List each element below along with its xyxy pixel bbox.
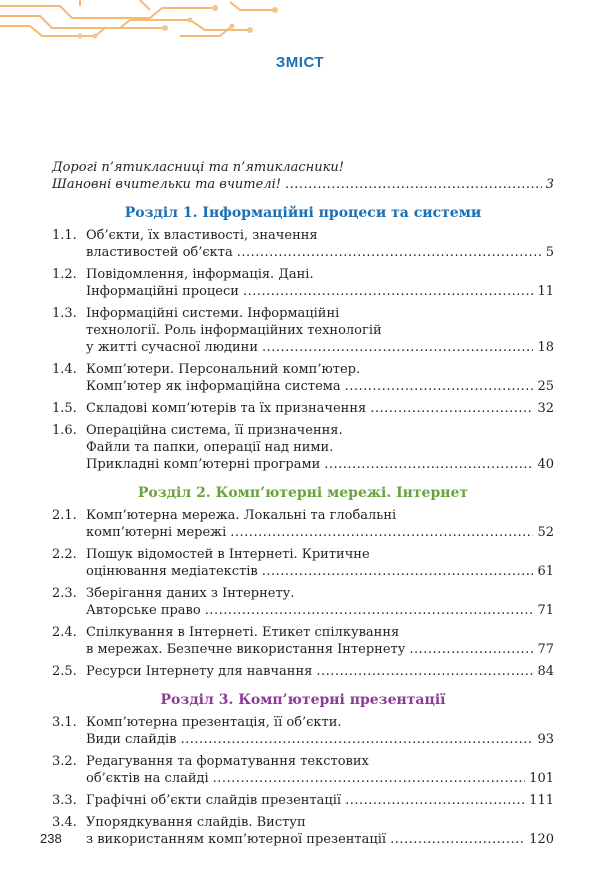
entry-number: 3.3. bbox=[52, 793, 77, 808]
toc-entry-3-3[interactable] bbox=[52, 792, 554, 809]
entry-page: 84 bbox=[537, 664, 554, 679]
leader-dots bbox=[180, 731, 533, 748]
page-number: 238 bbox=[40, 831, 62, 846]
entry-page: 71 bbox=[537, 603, 554, 618]
entry-line: Файли та папки, операції над ними. bbox=[86, 440, 334, 455]
entry-last-line: Комп’ютер як інформаційна система bbox=[86, 379, 341, 394]
section-2-heading[interactable]: Розділ 2. Комп’ютерні мережі. Інтернет bbox=[137, 485, 469, 501]
intro-page: 3 bbox=[545, 177, 554, 192]
entry-number: 2.5. bbox=[52, 664, 77, 679]
entry-line: Об’єкти, їх властивості, значення bbox=[86, 228, 318, 243]
entry-number: 2.2. bbox=[52, 547, 77, 562]
entry-last-line: в мережах. Безпечне використання Інтернету bbox=[86, 642, 406, 657]
leader-dots bbox=[370, 400, 533, 417]
entry-last-line: Складові комп’ютерів та їх призначення bbox=[86, 401, 367, 416]
entry-page: 11 bbox=[537, 284, 554, 299]
toc-entry-2-1[interactable] bbox=[52, 507, 554, 541]
entry-last-line: комп’ютерні мережі bbox=[86, 525, 227, 540]
entry-page: 25 bbox=[537, 379, 554, 394]
entry-number: 3.1. bbox=[52, 715, 77, 730]
leader-dots bbox=[213, 770, 526, 787]
entry-number: 1.3. bbox=[52, 306, 77, 321]
leader-dots bbox=[345, 792, 525, 809]
entry-last-line: оцінювання медіатекстів bbox=[86, 564, 258, 579]
entry-number: 1.6. bbox=[52, 423, 77, 438]
intro-line-1: Дорогі п’ятикласниці та п’ятикласники! bbox=[52, 160, 344, 175]
toc-entry-1-1[interactable] bbox=[52, 227, 554, 261]
toc-entry-3-4[interactable] bbox=[52, 814, 554, 848]
intro-entry[interactable] bbox=[52, 159, 554, 193]
entry-page: 5 bbox=[545, 245, 554, 260]
entry-last-line: Ресурси Інтернету для навчання bbox=[86, 664, 313, 679]
toc-entry-1-4[interactable] bbox=[52, 361, 554, 395]
entry-line: Редагування та форматування текстових bbox=[86, 754, 369, 769]
leader-dots bbox=[316, 663, 533, 680]
entry-number: 2.4. bbox=[52, 625, 77, 640]
entry-page: 101 bbox=[529, 771, 554, 786]
entry-page: 61 bbox=[537, 564, 554, 579]
entry-last-line: Інформаційні процеси bbox=[86, 284, 239, 299]
entry-last-line: об’єктів на слайді bbox=[86, 771, 209, 786]
toc-entry-2-4[interactable] bbox=[52, 624, 554, 658]
entry-number: 1.5. bbox=[52, 401, 77, 416]
entry-page: 111 bbox=[529, 793, 554, 808]
entry-line: Упорядкування слайдів. Виступ bbox=[86, 815, 306, 830]
entry-last-line: Авторське право bbox=[86, 603, 201, 618]
entry-page: 52 bbox=[537, 525, 554, 540]
intro-line-2: Шановні вчительки та вчителі! bbox=[52, 177, 281, 192]
entry-line: технології. Роль інформаційних технологій bbox=[86, 323, 382, 338]
entry-last-line: з використанням комп’ютерної презентації bbox=[86, 832, 387, 847]
leader-dots bbox=[409, 641, 533, 658]
entry-number: 3.2. bbox=[52, 754, 77, 769]
entry-page: 40 bbox=[537, 457, 554, 472]
toc-entry-2-3[interactable] bbox=[52, 585, 554, 619]
entry-last-line: у житті сучасної людини bbox=[86, 340, 258, 355]
entry-number: 1.4. bbox=[52, 362, 77, 377]
entry-line: Комп’ютерна презентація, її об’єкти. bbox=[86, 715, 342, 730]
toc-entry-2-5[interactable] bbox=[52, 663, 554, 680]
entry-line: Зберігання даних з Інтернету. bbox=[86, 586, 295, 601]
leader-dots bbox=[237, 244, 542, 261]
entry-page: 120 bbox=[529, 832, 554, 847]
leader-dots bbox=[345, 378, 534, 395]
leader-dots bbox=[243, 283, 534, 300]
toc-entry-2-2[interactable] bbox=[52, 546, 554, 580]
entry-line: Комп’ютери. Персональний комп’ютер. bbox=[86, 362, 361, 377]
toc-entry-3-1[interactable] bbox=[52, 714, 554, 748]
entry-page: 18 bbox=[537, 340, 554, 355]
entry-line: Пошук відомостей в Інтернеті. Критичне bbox=[86, 547, 370, 562]
leader-dots bbox=[324, 456, 533, 473]
entry-last-line: Графічні об’єкти слайдів презентації bbox=[86, 793, 342, 808]
leader-dots bbox=[205, 602, 534, 619]
entry-line: Повідомлення, інформація. Дані. bbox=[86, 267, 314, 282]
entry-last-line: властивостей об’єкта bbox=[86, 245, 233, 260]
entry-line: Спілкування в Інтернеті. Етикет спілкування bbox=[86, 625, 400, 640]
entry-page: 32 bbox=[537, 401, 554, 416]
toc-entry-1-6[interactable] bbox=[52, 422, 554, 473]
section-1-heading[interactable]: Розділ 1. Інформаційні процеси та системи bbox=[124, 205, 482, 221]
section-3-heading[interactable]: Розділ 3. Комп’ютерні презентації bbox=[160, 692, 446, 708]
leader-dots bbox=[262, 563, 534, 580]
toc-entry-1-5[interactable] bbox=[52, 400, 554, 417]
entry-line: Інформаційні системи. Інформаційні bbox=[86, 306, 340, 321]
entry-number: 2.1. bbox=[52, 508, 77, 523]
leader-dots bbox=[262, 339, 533, 356]
entry-line: Комп’ютерна мережа. Локальні та глобальні bbox=[86, 508, 397, 523]
leader-dots bbox=[390, 831, 525, 848]
entry-page: 77 bbox=[537, 642, 554, 657]
entry-number: 3.4. bbox=[52, 815, 77, 830]
entry-last-line: Прикладні комп’ютерні програми bbox=[86, 457, 321, 472]
leader-dots bbox=[285, 176, 542, 193]
leader-dots bbox=[230, 524, 533, 541]
entry-last-line: Види слайдів bbox=[86, 732, 177, 747]
entry-page: 93 bbox=[537, 732, 554, 747]
toc-entry-3-2[interactable] bbox=[52, 753, 554, 787]
toc-entry-1-3[interactable] bbox=[52, 305, 554, 356]
table-of-contents bbox=[52, 159, 554, 848]
entry-line: Операційна система, її призначення. bbox=[86, 423, 343, 438]
entry-number: 2.3. bbox=[52, 586, 77, 601]
toc-entry-1-2[interactable] bbox=[52, 266, 554, 300]
entry-number: 1.2. bbox=[52, 267, 77, 282]
entry-number: 1.1. bbox=[52, 228, 77, 243]
circuit-decoration-icon bbox=[0, 0, 300, 42]
page-title: ЗМІСТ bbox=[275, 54, 325, 71]
